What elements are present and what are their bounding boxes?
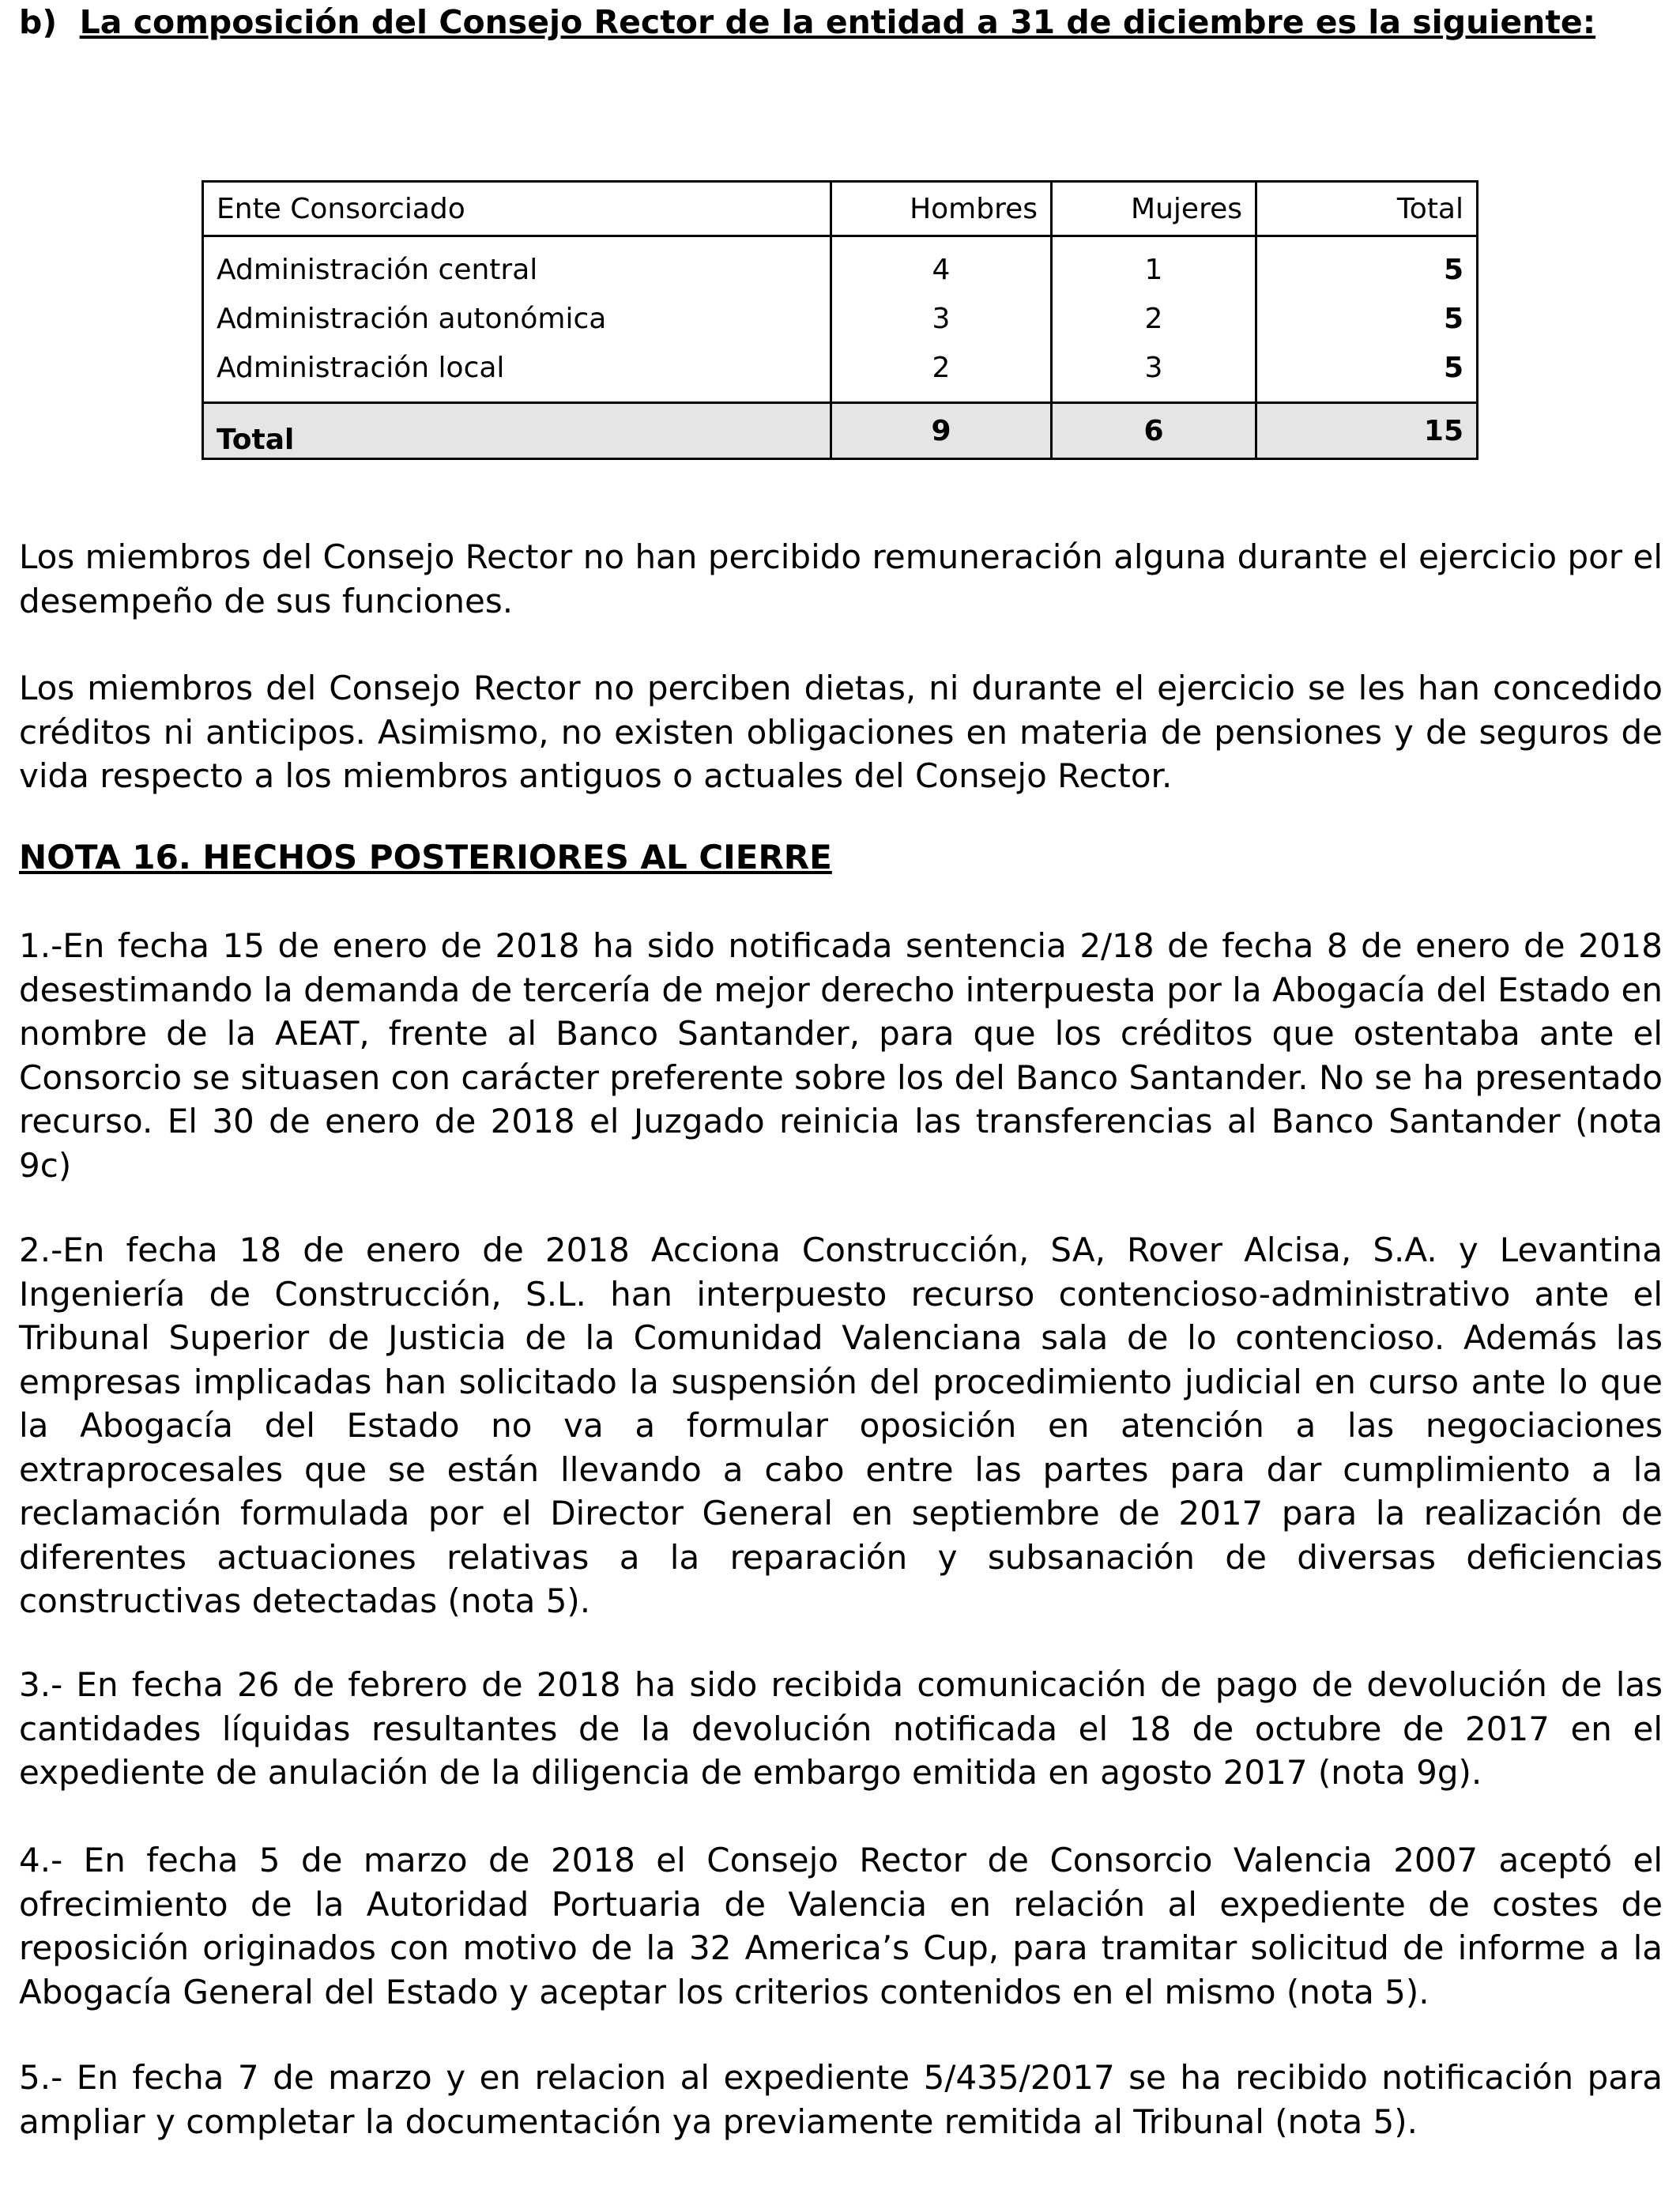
table-row (203, 236, 1478, 295)
section-title: La composición del Consejo Rector de la entidad a 31 de diciembre es la siguiente: (79, 3, 1596, 41)
cell-total: 5 (1256, 236, 1478, 295)
note-item-5: 5.- En fecha 7 de marzo y en relacion al expediente 5/435/2017 se ha recibido notificación para ampliar y completar la documentación ya previamente remitida al Tribunal (nota 5). (19, 2058, 1663, 2141)
table-total-row (203, 403, 1478, 459)
column-header-mujeres: Mujeres (1052, 182, 1256, 236)
total-hombres: 9 (831, 403, 1052, 459)
section-prefix: b) (19, 3, 58, 41)
paragraph-dietas: Los miembros del Consejo Rector no perciben dietas, ni durante el ejercicio se les han concedido créditos ni anticipos. Asimismo, no existen obligaciones en materia de pensiones y de seguros de vida respecto a los miembros antiguos o actuales del Consejo Rector. (19, 669, 1663, 795)
cell-total: 5 (1256, 343, 1478, 403)
column-header-hombres: Hombres (831, 182, 1052, 236)
row-label: Administración central (203, 236, 831, 295)
cell-mujeres: 2 (1052, 294, 1256, 343)
note-item-3: 3.- En fecha 26 de febrero de 2018 ha sido recibida comunicación de pago de devolución de las cantidades líquidas resultantes de la devolución notificada el 18 de octubre de 2017 en el expediente de anulación de la diligencia de embargo emitida en agosto 2017 (nota 9g). (19, 1665, 1663, 1792)
section-heading (19, 3, 1595, 41)
note-item-2: 2.-En fecha 18 de enero de 2018 Acciona Construcción, SA, Rover Alcisa, S.A. y Levantina Ingeniería de Construcción, S.L. han interpuesto recurso contencioso-administrativo ante el Tribunal Superior de Justicia de la Comunidad Valenciana sala de lo contencioso. Además las empresas implicadas han solicitado la suspensión del procedimiento judicial en curso ante lo que la Abogacía del Estado no va a formular oposición en atención a las negociaciones extraprocesales que se están llevando a cabo entre las partes para dar cumplimiento a la reclamación formulada por el Director General en septiembre de 2017 para la realización de diferentes actuaciones relativas a la reparación y subsanación de diversas deficiencias constructivas detectadas (nota 5). (19, 1231, 1663, 1620)
note-item-1: 1.-En fecha 15 de enero de 2018 ha sido notificada sentencia 2/18 de fecha 8 de enero de 2018 desestimando la demanda de tercería de mejor derecho interpuesta por la Abogacía del Estado en nombre de la AEAT, frente al Banco Santander, para que los créditos que ostentaba ante el Consorcio se situasen con carácter preferente sobre los del Banco Santander. No se ha presentado recurso. El 30 de enero de 2018 el Juzgado reinicia las transferencias al Banco Santander (nota 9c) (19, 926, 1663, 1185)
cell-hombres: 2 (831, 343, 1052, 403)
column-header-total: Total (1256, 182, 1478, 236)
cell-hombres: 4 (831, 236, 1052, 295)
note-title: NOTA 16. HECHOS POSTERIORES AL CIERRE (19, 838, 832, 876)
note-item-4: 4.- En fecha 5 de marzo de 2018 el Consejo Rector de Consorcio Valencia 2007 aceptó el ofrecimiento de la Autoridad Portuaria de Valencia en relación al expediente de costes de reposición originados con motivo de la 32 America’s Cup, para tramitar solicitud de informe a la Abogacía General del Estado y aceptar los criterios contenidos en el mismo (nota 5). (19, 1841, 1663, 2011)
cell-total: 5 (1256, 294, 1478, 343)
table-row (203, 294, 1478, 343)
total-label: Total (203, 403, 831, 459)
total-mujeres: 6 (1052, 403, 1256, 459)
cell-hombres: 3 (831, 294, 1052, 343)
row-label: Administración autonómica (203, 294, 831, 343)
cell-mujeres: 3 (1052, 343, 1256, 403)
total-total: 15 (1256, 403, 1478, 459)
table-header-row (203, 182, 1478, 236)
row-label: Administración local (203, 343, 831, 403)
table-row (203, 343, 1478, 403)
council-composition-table (202, 180, 1478, 460)
cell-mujeres: 1 (1052, 236, 1256, 295)
column-header-ente: Ente Consorciado (203, 182, 831, 236)
paragraph-remuneracion: Los miembros del Consejo Rector no han percibido remuneración alguna durante el ejercicio por el desempeño de sus funciones. (19, 537, 1663, 620)
